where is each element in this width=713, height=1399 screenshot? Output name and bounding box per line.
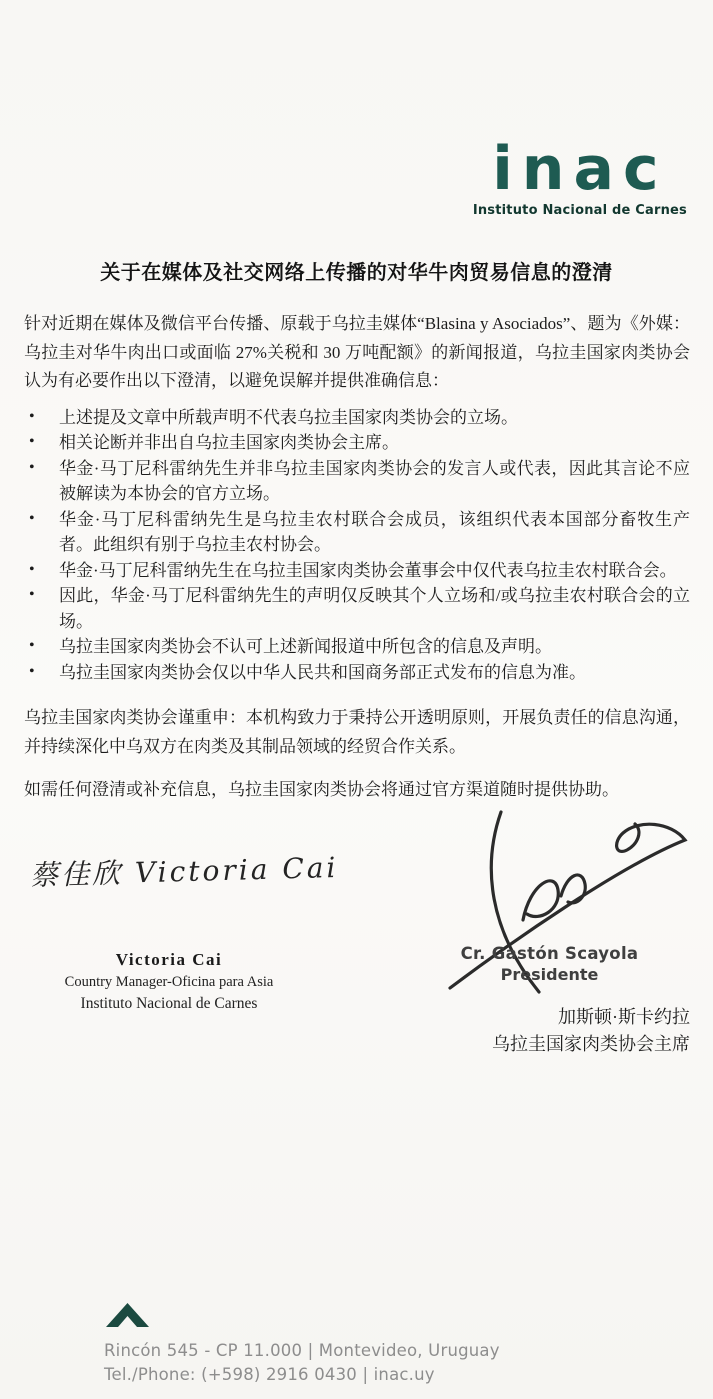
closing-paragraph: 如需任何澄清或补充信息，乌拉圭国家肉类协会将通过官方渠道随时提供协助。 [24, 780, 619, 799]
gaston-scayola-role-zh: 乌拉圭国家肉类协会主席 [492, 1034, 690, 1054]
victoria-cai-signature-block [38, 950, 300, 1015]
intro-paragraph: 针对近期在媒体及微信平台传播、原载于乌拉圭媒体“Blasina y Asociados”、题为《外媒：乌拉圭对华牛肉出口或面临 27%关税和 30 万吨配额》的新闻报道，乌拉圭国家肉类协会认为有必要作出以下澄清，以避免误解并提供准确信息： [24, 314, 690, 390]
gaston-scayola-name: Cr. Gastón Scayola [460, 944, 639, 963]
footer-phone: Tel./Phone: (+598) 2916 0430 | inac.uy [104, 1364, 435, 1384]
gaston-scayola-signature-block [452, 944, 647, 984]
clarification-item-8: • 乌拉圭国家肉类协会仅以中华人民共和国商务部正式发布的信息为准。 [24, 660, 690, 686]
inac-logo [472, 134, 687, 218]
document-title: 关于在媒体及社交网络上传播的对华牛肉贸易信息的澄清 [100, 262, 613, 284]
clarification-item-6: • 因此，华金·马丁尼科雷纳先生的声明仅反映其个人立场和/或乌拉圭农村联合会的立场。 [24, 583, 690, 634]
victoria-cai-org: Instituto Nacional de Carnes [80, 995, 258, 1012]
clarification-item-5: • 华金·马丁尼科雷纳先生在乌拉圭国家肉类协会董事会中仅代表乌拉圭农村联合会。 [24, 558, 690, 584]
clarification-item-4: • 华金·马丁尼科雷纳先生是乌拉圭农村联合会成员，该组织代表本国部分畜牧生产者。此组织有别于乌拉圭农村协会。 [24, 507, 690, 558]
footer-address: Rincón 545 - CP 11.000 | Montevideo, Uruguay [104, 1341, 500, 1360]
inac-tagline: Instituto Nacional de Carnes [472, 203, 687, 218]
victoria-cai-name: Victoria Cai [115, 950, 223, 969]
clarification-item-2: • 相关论断并非出自乌拉圭国家肉类协会主席。 [24, 430, 690, 456]
letter-footer [104, 1300, 500, 1386]
footer-contact [104, 1339, 500, 1386]
gaston-scayola-role: Presidente [500, 965, 599, 984]
victoria-cai-role: Country Manager-Oficina para Asia [64, 974, 274, 990]
clarification-item-3: • 华金·马丁尼科雷纳先生并非乌拉圭国家肉类协会的发言人或代表，因此其言论不应被解读为本协会的官方立场。 [24, 456, 690, 507]
reaffirmation-paragraph: 乌拉圭国家肉类协会谨重申：本机构致力于秉持公开透明原则，开展负责任的信息沟通，并持续深化中乌双方在肉类及其制品领域的经贸合作关系。 [24, 708, 690, 756]
letter-body [24, 310, 690, 805]
clarification-list [24, 405, 690, 686]
gaston-scayola-name-zh: 加斯顿·斯卡约拉 [558, 1007, 690, 1027]
inac-wordmark: inac [492, 134, 668, 204]
gaston-scayola-chinese-block [492, 1004, 690, 1058]
chevron-up-icon [104, 1300, 151, 1328]
victoria-cai-handwritten-signature: 蔡佳欣 Victoria Cai [29, 850, 339, 893]
clarification-item-1: • 上述提及文章中所载声明不代表乌拉圭国家肉类协会的立场。 [24, 405, 690, 431]
clarification-item-7: • 乌拉圭国家肉类协会不认可上述新闻报道中所包含的信息及声明。 [24, 634, 690, 660]
